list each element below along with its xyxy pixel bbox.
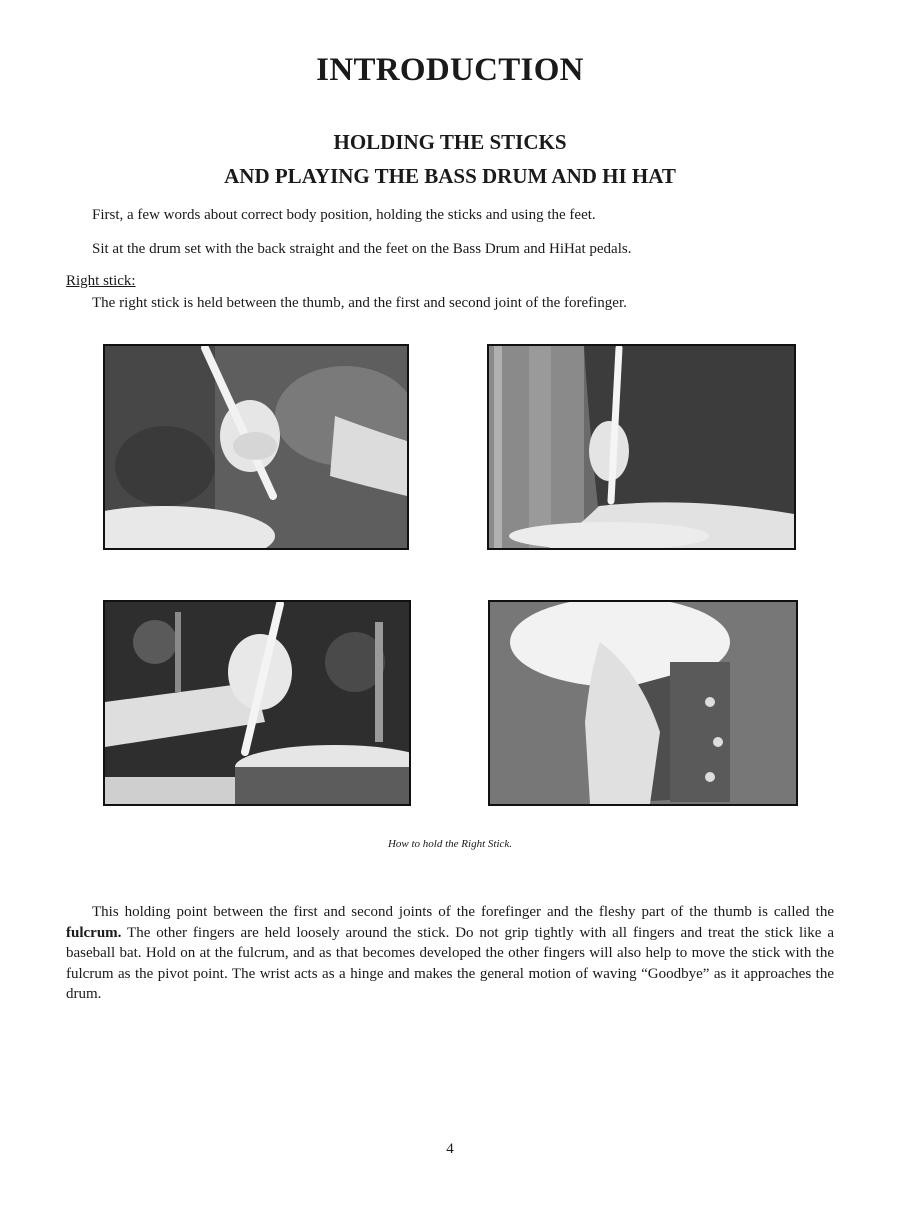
- photo-hand-on-snare-drum-head: [488, 600, 798, 806]
- fulcrum-term: fulcrum.: [66, 924, 122, 941]
- photo-hand-holding-stick-front-view: [487, 344, 796, 550]
- figure-caption: How to hold the Right Stick.: [387, 838, 513, 850]
- right-stick-label: Right stick:: [66, 273, 136, 289]
- fulcrum-paragraph-intro: This holding point between the first and second joints of the forefinger and the fleshy part of the thumb is called the: [92, 904, 834, 920]
- section-heading-line-1: HOLDING THE STICKS: [333, 130, 567, 154]
- intro-paragraph-2: Sit at the drum set with the back straight and the feet on the Bass Drum and HiHat pedals.: [92, 241, 632, 257]
- section-heading-line-2: AND PLAYING THE BASS DRUM AND HI HAT: [224, 164, 676, 188]
- photo-hand-holding-stick-side-view: [103, 344, 409, 550]
- fulcrum-paragraph-rest: The other fingers are held loosely around the stick. Do not grip tightly with all fingers and treat the stick like a baseball bat. Hold on at the fulcrum, and as that becomes developed the other fingers will also help to move the stick with the fulcrum as the pivot point. The wrist acts as a hinge and makes the general motion of waving “Goodbye” as it approaches the drum.: [66, 924, 834, 1002]
- photo-hand-over-snare-drum: [103, 600, 411, 806]
- intro-paragraph-1: First, a few words about correct body position, holding the sticks and using the feet.: [92, 207, 596, 223]
- right-stick-description: The right stick is held between the thumb, and the first and second joint of the forefinger.: [92, 295, 627, 311]
- fulcrum-paragraph: [66, 902, 834, 1005]
- page-number: 4: [446, 1141, 454, 1157]
- page-title: INTRODUCTION: [316, 52, 584, 88]
